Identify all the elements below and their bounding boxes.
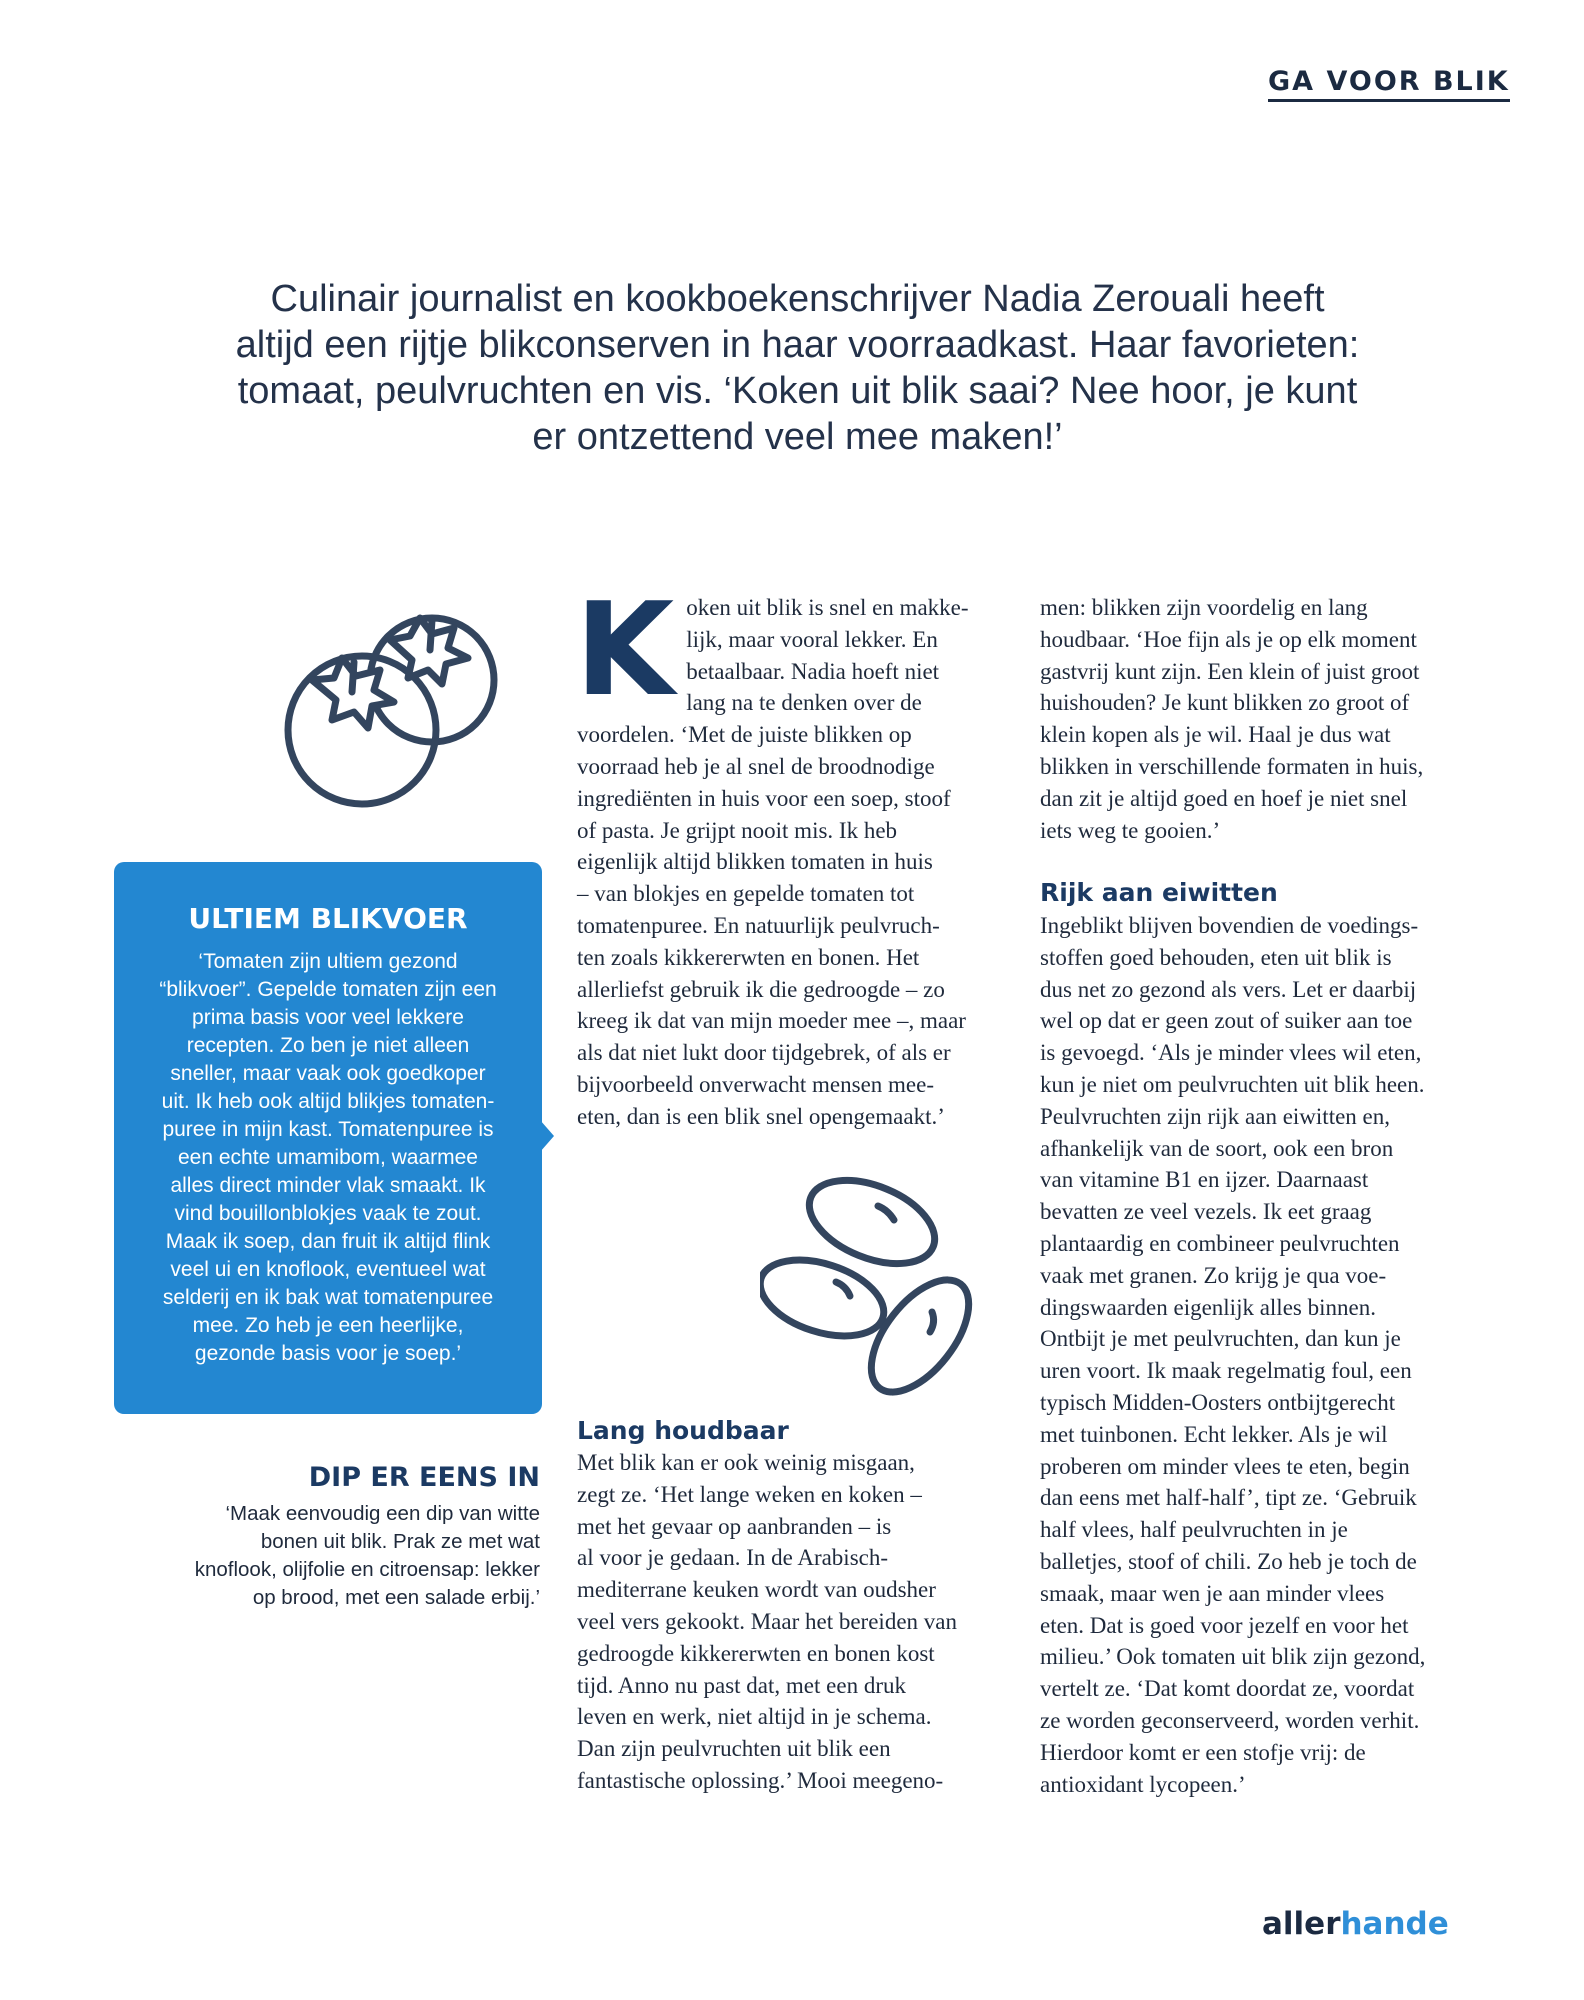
article-line: wel op dat er geen zout of suiker aan toe (1040, 1008, 1413, 1034)
box-line: vind bouillonblokjes vaak te zout. (174, 1202, 482, 1225)
dip-line: knoflook, olijfolie en citroensap: lekker (194, 1558, 540, 1581)
article-line: Ontbijt je met peulvruchten, dan kun je (1040, 1326, 1401, 1352)
article-line: uren voort. Ik maak regelmatig foul, een (1040, 1358, 1412, 1384)
article-line: lang na te denken over de (686, 690, 922, 716)
box-line: gezonde basis voor je soep.’ (194, 1342, 462, 1365)
article-line: vertelt ze. ‘Dat komt doordat ze, voordat (1040, 1676, 1415, 1702)
article-line: voordelen. ‘Met de juiste blikken op (577, 722, 912, 748)
article-line: eten, dan is een blik snel opengemaakt.’ (577, 1103, 945, 1129)
article-line: stoffen goed behouden, eten uit blik is (1040, 944, 1392, 970)
article-line: dingswaarden eigenlijk alles binnen. (1040, 1294, 1376, 1320)
article-line: milieu.’ Ook tomaten uit blik zijn gezond, (1040, 1644, 1426, 1670)
box-line: mee. Zo heb je een heerlijke, (192, 1314, 464, 1337)
article-section-lang-houdbaar (577, 1415, 1007, 1797)
publication-logo (1262, 1906, 1449, 1942)
intro-line: altijd een rijtje blikconserven in haar voorraadkast. Haar favorieten: (235, 324, 1360, 366)
article-line: leven en werk, niet altijd in je schema. (577, 1704, 932, 1730)
dip-title: DIP ER EENS IN (308, 1462, 540, 1493)
article-column-2 (1040, 592, 1470, 846)
article-line: smaak, maar wen je aan minder vlees (1040, 1580, 1385, 1606)
box-line: puree in mijn kast. Tomatenpuree is (162, 1118, 494, 1141)
article-line: fantastische oplossing.’ Mooi meegeno- (577, 1767, 944, 1793)
article-line: mediterrane keuken wordt van oudsher (577, 1577, 936, 1603)
logo-part-aller: aller (1262, 1906, 1341, 1942)
article-line: – van blokjes en gepelde tomaten tot (577, 881, 915, 907)
box-line: een echte umamibom, waarmee (178, 1146, 478, 1169)
article-section-rijk-aan-eiwitten (1040, 910, 1470, 1800)
box-line: sneller, maar vaak ook goedkoper (170, 1062, 486, 1085)
box-line: “blikvoer”. Gepelde tomaten zijn een (159, 978, 497, 1001)
article-line: tomatenpuree. En natuurlijk peulvruch- (577, 912, 940, 938)
sidebar-box (114, 862, 542, 1414)
sidebar-box-title: ULTIEM BLIKVOER (188, 902, 468, 935)
article-line: Peulvruchten zijn rijk aan eiwitten en, (1040, 1103, 1390, 1129)
article-line: allerliefst gebruik ik die gedroogde – zo (577, 976, 945, 1002)
dip-line: ‘Maak eenvoudig een dip van witte (225, 1502, 540, 1525)
subheading-lang-houdbaar: Lang houdbaar (577, 1416, 789, 1445)
article-line: Met blik kan er ook weinig misgaan, (577, 1450, 915, 1475)
article-line: half vlees, half peulvruchten in je (1040, 1517, 1348, 1543)
article-line: houdbaar. ‘Hoe fijn als je op elk moment (1040, 626, 1417, 652)
article-line: is gevoegd. ‘Als je minder vlees wil eten, (1040, 1040, 1422, 1066)
article-line: dan eens met half-half’, tipt ze. ‘Gebruik (1040, 1485, 1417, 1511)
intro-line: er ontzettend veel mee maken!’ (532, 416, 1063, 458)
section-tag: GA VOOR BLIK (1268, 66, 1510, 102)
sidebar-box-pointer (540, 1120, 554, 1152)
beans-icon (760, 1170, 980, 1400)
dip-line: op brood, met een salade erbij.’ (252, 1586, 540, 1609)
box-line: selderij en ik bak wat tomatenpuree (162, 1286, 494, 1309)
article-line: bijvoorbeeld onverwacht mensen mee- (577, 1071, 935, 1097)
article-line: of pasta. Je grijpt nooit mis. Ik heb (577, 817, 898, 843)
article-line: veel vers gekookt. Maar het bereiden van (577, 1608, 957, 1634)
article-line: voorraad heb je al snel de broodnodige (577, 753, 935, 779)
article-line: huishouden? Je kunt blikken zo groot of (1040, 690, 1410, 716)
article-column-1 (575, 576, 1007, 1133)
article-line: als dat niet lukt door tijdgebrek, of als er (577, 1040, 951, 1066)
article-line: gastvrij kunt zijn. Een klein of juist groot (1040, 658, 1420, 684)
box-line: recepten. Zo ben je niet alleen (186, 1034, 470, 1057)
intro-line: Culinair journalist en kookboekenschrijver Nadia Zerouali heeft (270, 278, 1325, 320)
article-line: vaak met granen. Zo krijg je qua voe- (1040, 1262, 1387, 1288)
logo-part-hande: hande (1340, 1906, 1449, 1942)
box-line: alles direct minder vlak smaakt. Ik (170, 1174, 486, 1197)
article-line: met het gevaar op aanbranden – is (577, 1513, 892, 1539)
article-line: met tuinbonen. Echt lekker. Als je wil (1040, 1421, 1388, 1447)
box-line: Maak ik soep, dan fruit ik altijd flink (165, 1230, 491, 1253)
tomato-icon (272, 600, 522, 820)
article-line: ten zoals kikkererwten en bonen. Het (577, 944, 920, 970)
article-line: zegt ze. ‘Het lange weken en koken – (577, 1481, 922, 1507)
box-line: ‘Tomaten zijn ultiem gezond (198, 950, 458, 973)
article-line: Ingeblikt blijven bovendien de voedings- (1040, 913, 1419, 938)
article-line: eigenlijk altijd blikken tomaten in huis (577, 849, 933, 875)
sidebar-box-text (144, 948, 512, 1368)
subheading-rijk-aan-eiwitten: Rijk aan eiwitten (1040, 878, 1278, 907)
drop-cap: K (575, 576, 675, 725)
intro-text (180, 276, 1415, 460)
article-line: men: blikken zijn voordelig en lang (1040, 595, 1368, 620)
article-line: dus net zo gezond als vers. Let er daarbij (1040, 976, 1417, 1002)
article-line: eten. Dat is goed voor jezelf en voor het (1040, 1612, 1409, 1638)
article-line: bevatten ze veel vezels. Ik eet graag (1040, 1199, 1372, 1225)
article-line: ze worden geconserveerd, worden verhit. (1040, 1707, 1420, 1733)
article-line: tijd. Anno nu past dat, met een druk (577, 1672, 906, 1698)
article-line: iets weg te gooien.’ (1040, 817, 1221, 843)
article-line: blikken in verschillende formaten in huis, (1040, 753, 1424, 779)
article-line: balletjes, stoof of chili. Zo heb je toch de (1040, 1548, 1417, 1574)
article-line: van vitamine B1 en ijzer. Daarnaast (1040, 1167, 1369, 1193)
article-line: kreeg ik dat van mijn moeder mee –, maar (577, 1008, 966, 1034)
article-line: Hierdoor komt er een stofje vrij: de (1040, 1739, 1366, 1765)
article-line: gedroogde kikkererwten en bonen kost (577, 1640, 935, 1666)
box-line: veel ui en knoflook, eventueel wat (170, 1258, 486, 1281)
dip-line: bonen uit blik. Prak ze met wat (260, 1530, 540, 1553)
article-line: plantaardig en combineer peulvruchten (1040, 1230, 1400, 1256)
article-line: afhankelijk van de soort, ook een bron (1040, 1135, 1394, 1161)
article-line: al voor je gedaan. In de Arabisch- (577, 1545, 889, 1571)
article-line: antioxidant lycopeen.’ (1040, 1771, 1246, 1797)
dip-text (150, 1500, 540, 1612)
box-line: prima basis voor veel lekkere (192, 1006, 464, 1029)
article-line: betaalbaar. Nadia hoeft niet (686, 658, 940, 684)
article-line: ingrediënten in huis voor een soep, stoof (577, 785, 951, 811)
article-line: dan zit je altijd goed en hoef je niet snel (1040, 785, 1408, 811)
article-line: oken uit blik is snel en makke- (686, 595, 969, 620)
article-line: Dan zijn peulvruchten uit blik een (577, 1736, 891, 1762)
intro-line: tomaat, peulvruchten en vis. ‘Koken uit blik saai? Nee hoor, je kunt (237, 370, 1358, 412)
article-line: lijk, maar vooral lekker. En (686, 626, 938, 652)
box-line: uit. Ik heb ook altijd blikjes tomaten- (161, 1090, 495, 1113)
article-line: proberen om minder vlees te eten, begin (1040, 1453, 1410, 1479)
article-line: typisch Midden-Oosters ontbijtgerecht (1040, 1389, 1396, 1415)
article-line: kun je niet om peulvruchten uit blik heen. (1040, 1071, 1425, 1097)
article-line: klein kopen als je wil. Haal je dus wat (1040, 722, 1391, 748)
